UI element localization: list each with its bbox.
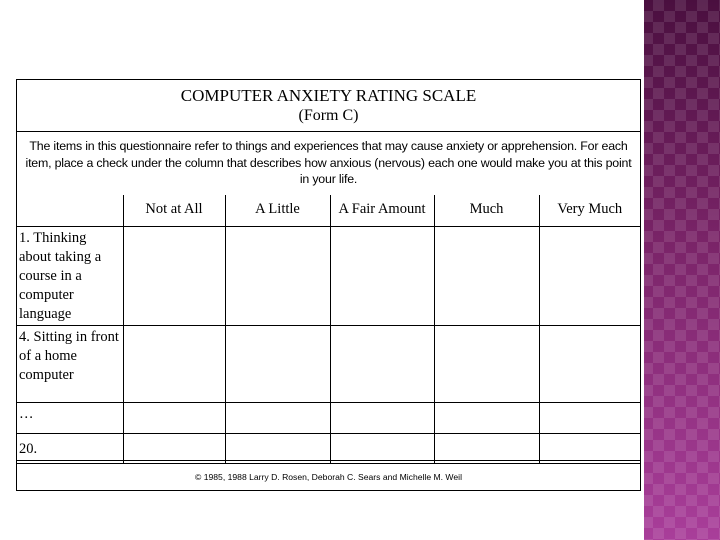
instructions-text: The items in this questionnaire refer to things and experiences that may cause anxiety or apprehension. For each item, place a check under the column that describes how anxious (nervous) each one would make you at this point in your life. (25, 139, 632, 186)
table-row (17, 226, 640, 325)
checkbox-cell[interactable] (225, 325, 330, 402)
rating-scale-form (16, 79, 641, 491)
checkbox-cell[interactable] (123, 433, 225, 463)
checkbox-cell[interactable] (330, 226, 434, 325)
checkbox-cell[interactable] (434, 433, 539, 463)
title-block (17, 80, 640, 132)
rating-grid (17, 195, 640, 464)
checkbox-cell[interactable] (225, 226, 330, 325)
checkbox-cell[interactable] (123, 325, 225, 402)
checkbox-cell[interactable] (434, 325, 539, 402)
checkbox-cell[interactable] (539, 226, 640, 325)
checkbox-cell[interactable] (225, 433, 330, 463)
checkbox-cell[interactable] (539, 402, 640, 433)
checkbox-cell[interactable] (330, 325, 434, 402)
column-header-very-much: Very Much (539, 195, 640, 226)
column-header-not-at-all: Not at All (123, 195, 225, 226)
item-label: 4. Sitting in front of a home computer (17, 325, 123, 402)
item-label: 1. Thinking about taking a course in a computer language (17, 226, 123, 325)
checkbox-cell[interactable] (330, 433, 434, 463)
table-row (17, 402, 640, 433)
checkbox-cell[interactable] (123, 226, 225, 325)
header-blank-cell (17, 195, 123, 226)
checkbox-cell[interactable] (330, 402, 434, 433)
checkbox-cell[interactable] (539, 325, 640, 402)
column-header-much: Much (434, 195, 539, 226)
side-band-divider (642, 0, 644, 540)
checkbox-cell[interactable] (539, 433, 640, 463)
column-header-a-little: A Little (225, 195, 330, 226)
decorative-side-band (642, 0, 720, 540)
table-row (17, 325, 640, 402)
copyright-notice: © 1985, 1988 Larry D. Rosen, Deborah C. Sears and Michelle M. Weil (17, 460, 640, 491)
checkbox-cell[interactable] (434, 226, 539, 325)
item-label: 20. (17, 433, 123, 463)
table-row (17, 433, 640, 463)
column-header-row (17, 195, 640, 226)
checkbox-cell[interactable] (123, 402, 225, 433)
form-subtitle: (Form C) (298, 107, 359, 124)
checkbox-cell[interactable] (225, 402, 330, 433)
item-label: … (17, 402, 123, 433)
checkbox-cell[interactable] (434, 402, 539, 433)
column-header-a-fair-amount: A Fair Amount (330, 195, 434, 226)
form-title: COMPUTER ANXIETY RATING SCALE (180, 86, 477, 105)
